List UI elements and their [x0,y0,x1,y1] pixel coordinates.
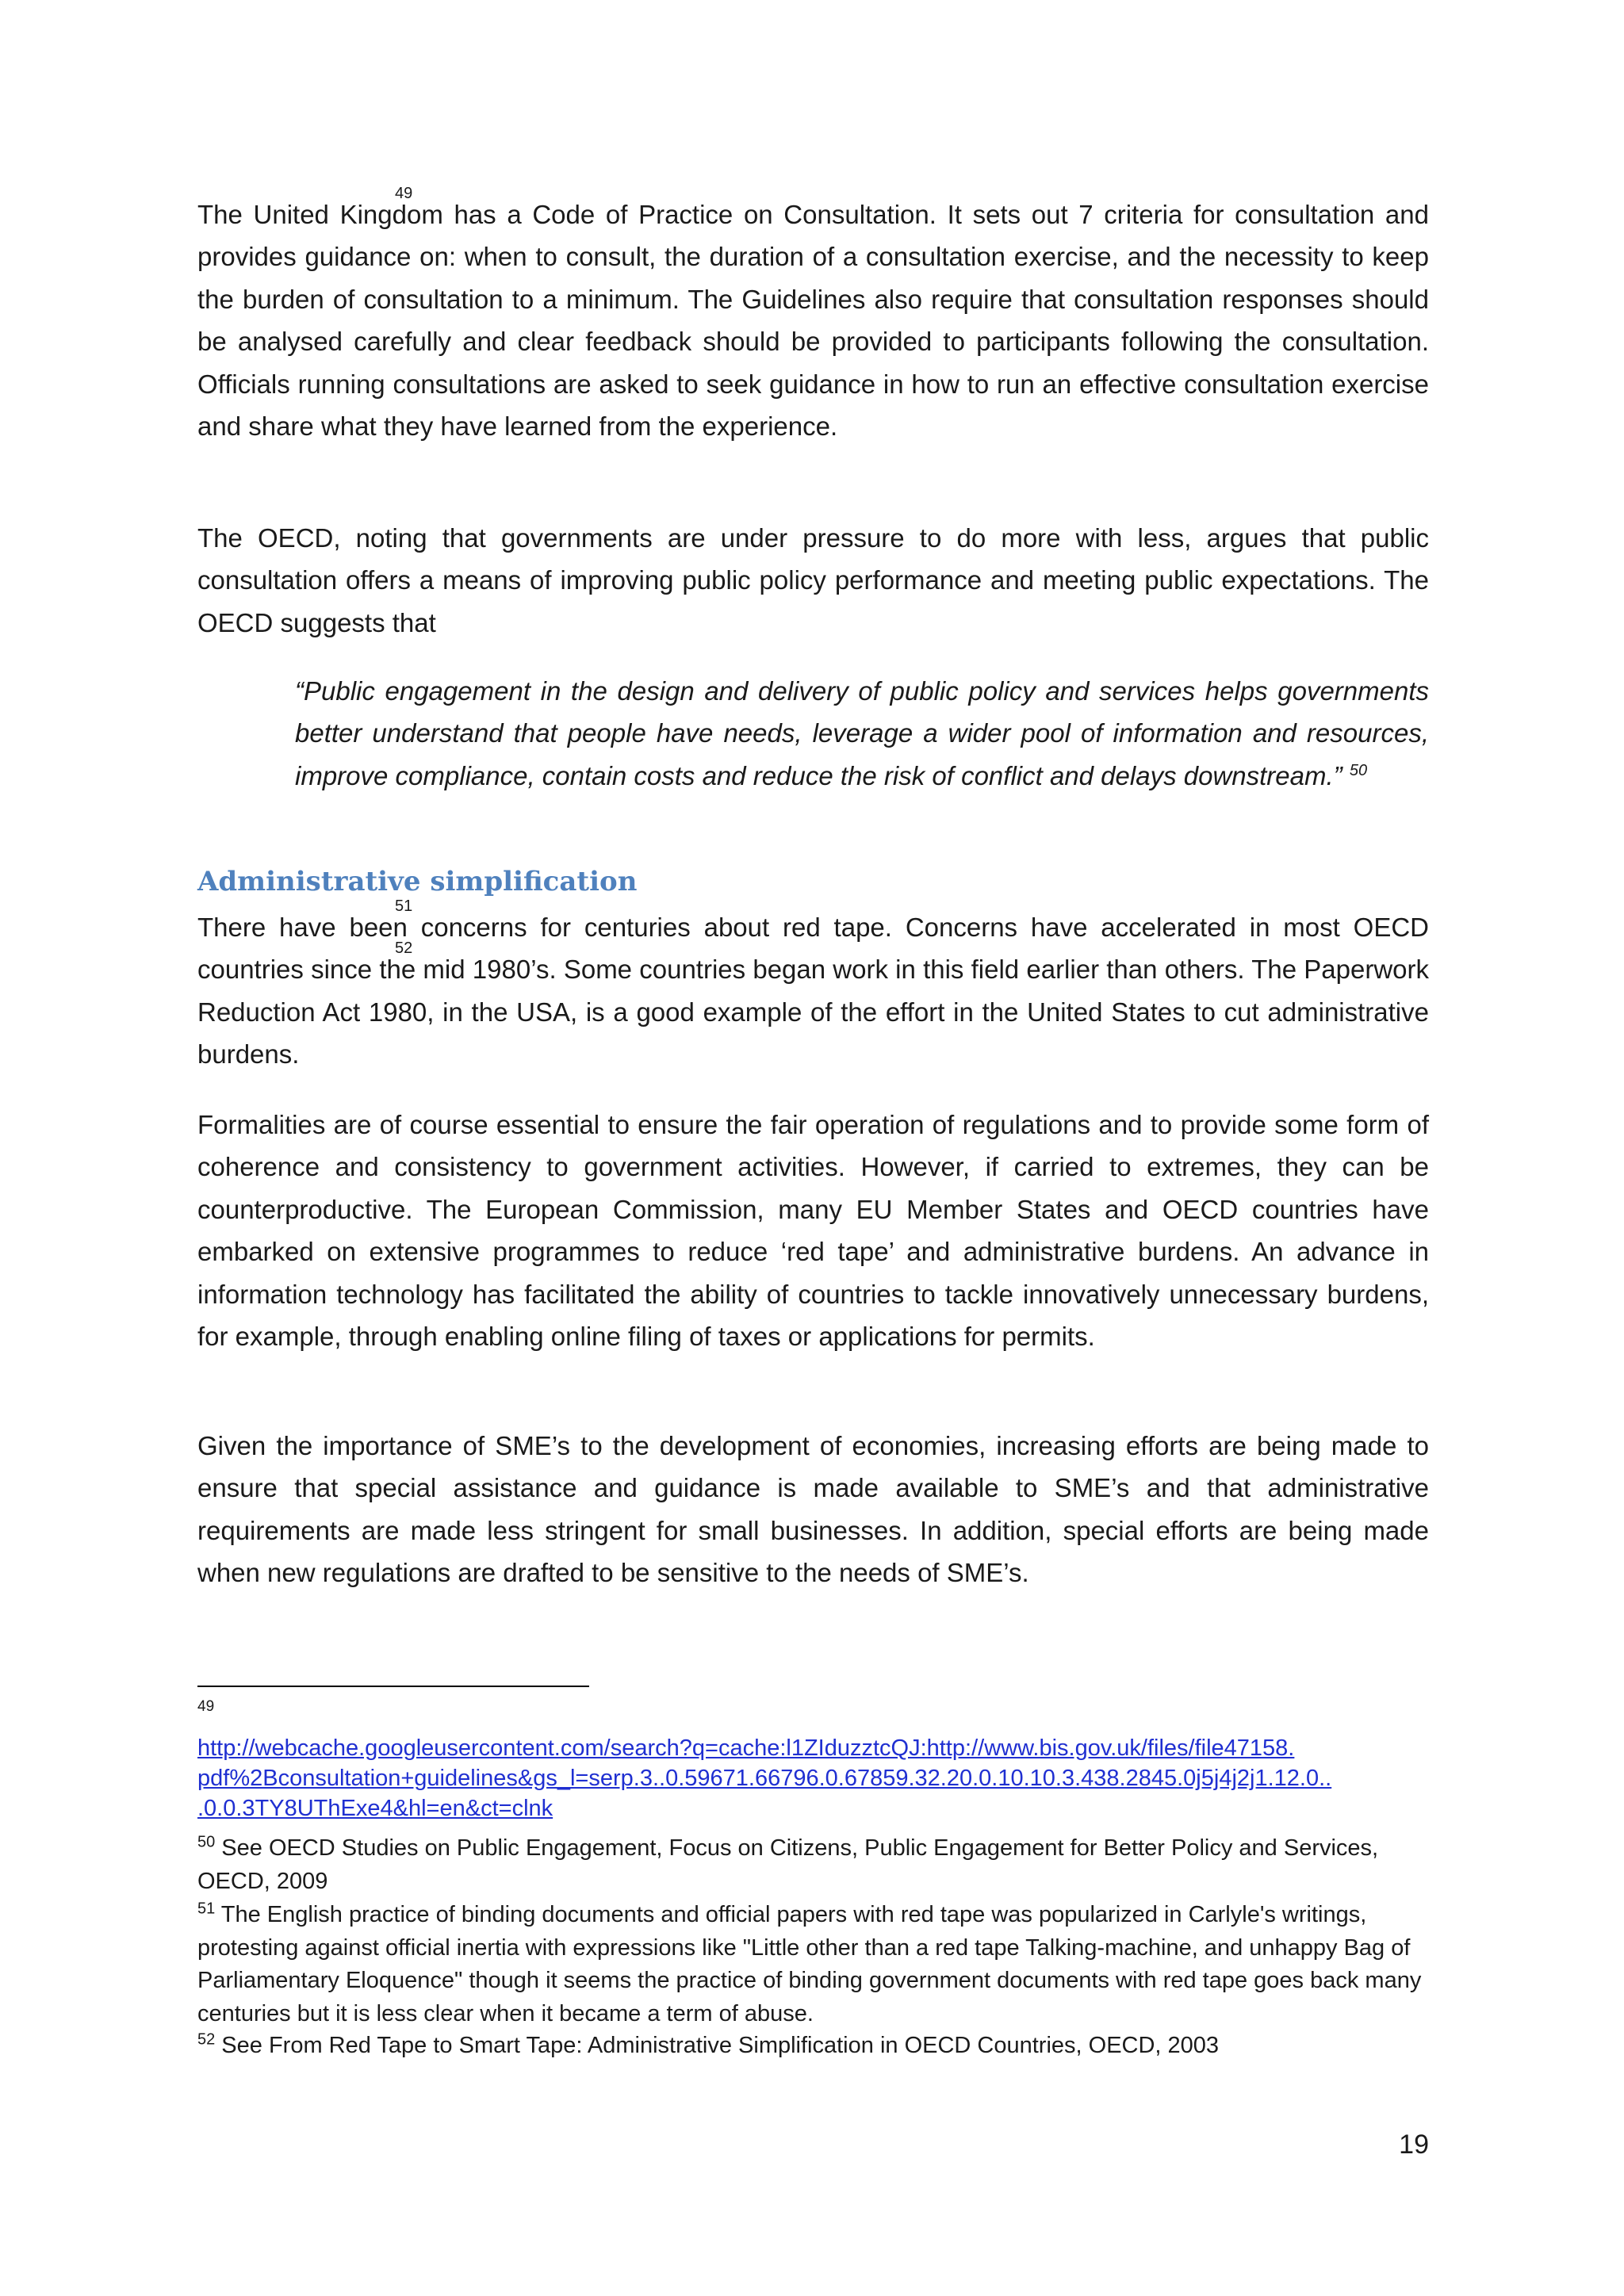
footnote-49-link-line-1[interactable]: http://webcache.googleusercontent.com/search?q=cache:l1ZIduzztcQJ:http://www.bis.gov.uk/files/file47158. [197,1735,1295,1761]
footnote-ref-50[interactable]: 50 [1349,761,1368,779]
footnote-49-link-line-2[interactable]: pdf%2Bconsultation+guidelines&gs_l=serp.3..0.59671.66796.0.67859.32.20.0.10.10.3.438.2845.0j5j4j2j1.12.0.. [197,1766,1332,1791]
paragraph-red-tape: There have been concerns for centuries about red tape 51 . Concerns have accelerated in most OECD countries since the mid 1980’s 52 . Some countries began work in this field earlier than others. The Paperwork Reduction Act 1980, in the USA, is a good example of the effort in the United States to cut administrative burdens. [197,897,1429,1070]
paragraph-oecd: The OECD, noting that governments are under pressure to do more with less, argues that public consultation offers a means of improving public policy performance and meeting public expectations. The OECD suggests that [197,523,1429,637]
footnote-50 [197,1832,1434,1898]
page-number: 19 [1399,2130,1429,2160]
paragraph-red-tape-text-2: . Concerns have accelerated in most OECD countries since the mid 1980’s [197,913,1429,985]
footnote-52 [197,2030,1434,2063]
section-heading: Administrative simplification [197,866,638,897]
footnote-separator [197,1686,589,1687]
footnote-50-text: See OECD Studies on Public Engagement, Focus on Citizens, Public Engagement for Better Policy and Services, OECD, 2009 [197,1835,1379,1894]
footnote-51 [197,1899,1434,2030]
paragraph-uk-code-text-start: The United Kingdom has a Code of Practice on Consultation [197,200,929,229]
block-quote-text: “Public engagement in the design and delivery of public policy and services helps governments better understand that people have needs, leverage a wider pool of information and resources, improve compliance, contain costs and reduce the risk of conflict and delays downstream.” [295,676,1429,790]
footnote-51-number: 51 [197,1900,216,1918]
footnote-49-link-line-3[interactable]: .0.0.3TY8UThExe4&hl=en&ct=clnk [197,1796,553,1821]
footnote-52-number: 52 [197,2030,216,2049]
footnote-52-text: See From Red Tape to Smart Tape: Administrative Simplification in OECD Countries, OECD, 2003 [215,2033,1220,2058]
block-quote [295,670,1429,797]
footnote-49-link[interactable] [197,1733,1434,1823]
footnote-51-text: The English practice of binding documents and official papers with red tape was popularized in Carlyle's writings, protesting against official inertia with expressions like "Little other than a red tape Talking-machine, and unhappy Bag of Parliamentary Eloquence" though it seems the practice of binding government documents with red tape goes back many centuries but it is less clear when it became a term of abuse. [197,1902,1422,2026]
footnote-49-number: 49 [197,1698,215,1715]
paragraph-uk-code-text-end: . It sets out 7 criteria for consultation and provides guidance on: when to consult, the duration of a consultation exercise, and the necessity to keep the burden of consultation to a minimum. The Guidelines also require that consultation responses should be analysed carefully and clear feedback should be provided to participants following the consultation. Officials running consultations are asked to seek guidance in how to run an effective consultation exercise and share what they have learned from the experience. [197,200,1429,442]
paragraph-red-tape-text-3: . Some countries began work in this field earlier than others. The Paperwork Reduction Act 1980, in the USA, is a good example of the effort in the United States to cut administrative burdens. [197,955,1429,1070]
paragraph-formalities: Formalities are of course essential to ensure the fair operation of regulations and to provide some form of coherence and consistency to government activities. However, if carried to extremes, they can be counterproductive. The European Commission, many EU Member States and OECD countries have embarked on extensive programmes to reduce ‘red tape’ and administrative burdens. An advance in information technology has facilitated the ability of countries to tackle innovatively unnecessary burdens, for example, through enabling online filing of taxes or applications for permits. [197,1110,1429,1352]
paragraph-sme: Given the importance of SME’s to the development of economies, increasing efforts are being made to ensure that special assistance and guidance is made available to SME’s and that administrative requirements are made less stringent for small businesses. In addition, special efforts are being made when new regulations are drafted to be sensitive to the needs of SME’s. [197,1431,1429,1588]
footnote-50-number: 50 [197,1833,216,1851]
paragraph-red-tape-text-1: There have been concerns for centuries about red tape [197,913,885,942]
paragraph-uk-code: The United Kingdom has a Code of Practice on Consultation 49 . It sets out 7 criteria for consultation and provides guidance on: when to consult, the duration of a consultation exercise, and the necessity to keep the burden of consultation to a minimum. The Guidelines also require that consultation responses should be analysed carefully and clear feedback should be provided to participants following the consultation. Officials running consultations are asked to seek guidance in how to run an effective consultation exercise and share what they have learned from the experience. [197,185,1429,442]
